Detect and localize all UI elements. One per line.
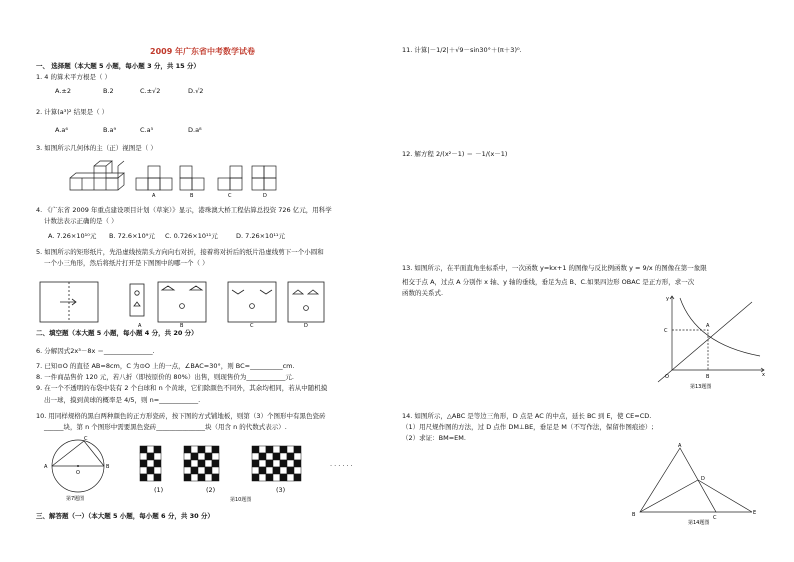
tile <box>140 460 147 467</box>
tile <box>212 460 219 467</box>
tile <box>273 453 280 460</box>
q7-label-b: B <box>106 464 110 470</box>
q2-stem: 2. 计算(a³)² 结果是（ ） <box>36 108 109 116</box>
tile <box>266 460 273 467</box>
q5-line2: 一个小三角形，然后将纸片打开是下图图中的哪一个（ ） <box>44 259 209 267</box>
tile <box>287 460 294 467</box>
q14-label-d: D <box>701 476 705 482</box>
q3-figures <box>68 160 288 199</box>
q10-sub-3: (3) <box>276 486 286 494</box>
tile <box>147 474 154 481</box>
q4-option-d: D. 7.26×10¹¹元 <box>236 232 286 240</box>
q1-option-c: C.±√2 <box>140 87 161 95</box>
q5-figures <box>38 276 328 328</box>
q13-line2: 相交于点 A，过点 A 分别作 x 轴、y 轴的垂线，垂足为点 B、C.如果四边形 OBAC 是正方形，求一次 <box>402 278 695 286</box>
tile <box>294 467 301 474</box>
q2-option-c: C.a⁵ <box>140 126 154 134</box>
tile <box>287 446 294 453</box>
tile <box>266 474 273 481</box>
q3-label-a: A <box>152 193 156 199</box>
q10-line1: 10. 用同样规格的黑白两种颜色的正方形瓷砖，按下图的方式铺地板，则第（3）个图形中有黑色瓷砖 <box>36 412 326 420</box>
q7-text: 7. 已知⊙O 的直径 AB=8cm，C 为⊙O 上的一点，∠BAC=30°，则 BC=__________cm. <box>36 362 295 370</box>
q13-label-o: O <box>665 374 669 380</box>
q5-label-b: B <box>180 323 184 329</box>
q1-option-a: A.±2 <box>55 87 71 95</box>
tile <box>198 467 205 474</box>
q3-label-d: D <box>263 193 267 199</box>
q2-option-b: B.a⁹ <box>103 126 117 134</box>
tile <box>259 474 266 481</box>
tile <box>287 474 294 481</box>
tile <box>266 453 273 460</box>
q10-line2: ______块，第 n 个图形中需要黑色瓷砖_______________块（用含 n 的代数式表示）. <box>44 423 287 431</box>
tile <box>184 460 191 467</box>
tile <box>205 460 212 467</box>
q3-label-c: C <box>228 193 232 199</box>
q14-label-e: E <box>753 510 757 516</box>
q10-sub-1: (1) <box>154 486 164 494</box>
tile <box>205 453 212 460</box>
tile <box>140 467 147 474</box>
q10-caption: 第10题图 <box>230 497 252 503</box>
tile <box>184 467 191 474</box>
tile <box>184 446 191 453</box>
tile <box>154 474 161 481</box>
q4-option-b: B. 72.6×10⁹元 <box>109 232 155 240</box>
q14-label-b: B <box>632 512 636 518</box>
q6-text: 6. 分解因式2x³－8x ＝_______________. <box>36 347 155 355</box>
tile <box>212 467 219 474</box>
tile <box>280 467 287 474</box>
q10-sub-2: (2) <box>206 486 216 494</box>
q11-text: 11. 计算|－1/2|＋√9－sin30°＋(π＋3)⁰. <box>402 46 522 54</box>
q5-label-d: D <box>304 323 308 329</box>
tile <box>147 467 154 474</box>
section-1-heading: 一、 选择题（本大题 5 小题，每小题 3 分，共 15 分） <box>36 62 200 70</box>
tile <box>280 474 287 481</box>
q2-option-d: D.a⁸ <box>188 126 202 134</box>
tile <box>212 446 219 453</box>
tile <box>191 453 198 460</box>
q2-option-a: A.a⁶ <box>55 126 68 134</box>
tile <box>287 453 294 460</box>
tile <box>154 467 161 474</box>
tile <box>205 474 212 481</box>
tile <box>273 467 280 474</box>
tile <box>280 446 287 453</box>
tile <box>198 460 205 467</box>
tile <box>191 446 198 453</box>
tile <box>198 446 205 453</box>
q7-caption: 第7题图 <box>66 496 85 502</box>
tile <box>147 460 154 467</box>
tile <box>147 446 154 453</box>
q14-caption: 第14题图 <box>688 520 710 526</box>
q5-label-c: C <box>250 323 254 329</box>
tile <box>280 453 287 460</box>
tile <box>252 474 259 481</box>
tile <box>154 446 161 453</box>
tile <box>294 446 301 453</box>
tile <box>273 446 280 453</box>
tile <box>140 453 147 460</box>
tile <box>184 453 191 460</box>
q14-triangle-figure <box>626 442 766 526</box>
tile <box>191 460 198 467</box>
q7-label-o: O <box>76 470 80 476</box>
tile <box>266 467 273 474</box>
tile <box>191 474 198 481</box>
q14-line2: （1）用尺规作图的方法，过 D 点作 DM⊥BE，垂足是 M（不写作法，保留作图痕迹）; <box>402 423 654 431</box>
tile <box>273 460 280 467</box>
tile <box>287 467 294 474</box>
q1-option-d: D.√2 <box>188 87 204 95</box>
tile <box>259 453 266 460</box>
tile <box>154 453 161 460</box>
q13-line3: 函数的关系式. <box>402 289 444 297</box>
tile <box>259 460 266 467</box>
q10-tile-figures <box>140 442 340 498</box>
page-title: 2009 年广东省中考数学试卷 <box>150 47 256 56</box>
q7-label-a: A <box>44 464 48 470</box>
tile <box>205 467 212 474</box>
q4-line2: 计数法表示正确的是（ ） <box>44 217 118 225</box>
tile <box>191 467 198 474</box>
tile <box>252 446 259 453</box>
q7-label-c: C <box>84 436 88 442</box>
q12-text: 12. 解方程 2/(x²－1) ＝ －1/(x－1) <box>402 150 508 158</box>
tile <box>140 474 147 481</box>
tile <box>205 446 212 453</box>
q14-line1: 14. 如图所示，△ABC 是等边三角形，D 点是 AC 的中点，延长 BC 到 E，使 CE=CD. <box>402 412 652 420</box>
section-2-heading: 二、填空题（本大题 5 小题，每小题 4 分，共 20 分） <box>36 329 198 337</box>
tile <box>140 446 147 453</box>
q9-line2: 出一球，摸到黄球的概率是 4/5，则 n=____________. <box>44 396 201 404</box>
tile <box>212 474 219 481</box>
tile <box>147 453 154 460</box>
tile <box>280 460 287 467</box>
tile <box>154 460 161 467</box>
q8-text: 8. 一件商品售价 120 元，若八折（即按原价的 80%）出售，则现售价为____________元. <box>36 373 294 381</box>
tile <box>198 474 205 481</box>
tile <box>266 446 273 453</box>
tile <box>212 453 219 460</box>
q5-line1: 5. 如图所示的矩形纸片，先沿虚线按箭头方向向右对折，接着将对折后的纸片沿虚线剪下一个小圆和 <box>36 248 324 256</box>
q13-label-a: A <box>706 323 710 329</box>
tile <box>259 467 266 474</box>
q13-label-x: x <box>762 372 765 378</box>
q4-option-a: A. 7.26×10¹⁰元 <box>48 232 97 240</box>
q13-line1: 13. 如图所示，在平面直角坐标系中，一次函数 y=kx+1 的图像与反比例函数 y = 9/x 的图像在第一象限 <box>402 264 707 272</box>
q5-label-a: A <box>138 323 142 329</box>
tile <box>294 474 301 481</box>
section-3-heading: 三、解答题（一）（本大题 5 小题，每小题 6 分，共 30 分） <box>36 512 214 520</box>
q13-label-y: y <box>666 296 669 302</box>
q13-caption: 第13题图 <box>690 384 712 390</box>
q1-stem: 1. 4 的算术平方根是（ ） <box>36 73 112 81</box>
q1-option-b: B.2 <box>103 87 114 95</box>
q3-label-b: B <box>190 193 194 199</box>
q9-line1: 9. 在一个不透明的布袋中装有 2 个白球和 n 个黄球，它们除颜色不同外，其余均相同，若从中随机摸 <box>36 384 328 392</box>
tile <box>252 460 259 467</box>
q14-label-c: C <box>713 515 717 521</box>
tile <box>184 474 191 481</box>
q14-label-a: A <box>678 443 682 449</box>
q13-graph <box>652 294 768 390</box>
q13-label-b: B <box>706 374 710 380</box>
tile <box>259 446 266 453</box>
q13-label-c: C <box>664 328 668 334</box>
q10-ellipsis: · · · · · · <box>330 462 353 470</box>
tile <box>294 453 301 460</box>
tile <box>252 453 259 460</box>
tile <box>294 460 301 467</box>
q3-stem: 3. 如图所示几何体的主（正）视图是（ ） <box>36 144 157 152</box>
tile <box>252 467 259 474</box>
tile <box>198 453 205 460</box>
q4-option-c: C. 0.726×10¹¹元 <box>165 232 218 240</box>
tile <box>273 474 280 481</box>
q7-circle-figure <box>40 438 116 500</box>
q4-line1: 4. 《广东省 2009 年重点建设项目计划（草案）》显示，港珠澳大桥工程估算总投资 726 亿元，用科学 <box>36 206 332 214</box>
q14-line3: （2）求证：BM=EM. <box>402 434 466 442</box>
